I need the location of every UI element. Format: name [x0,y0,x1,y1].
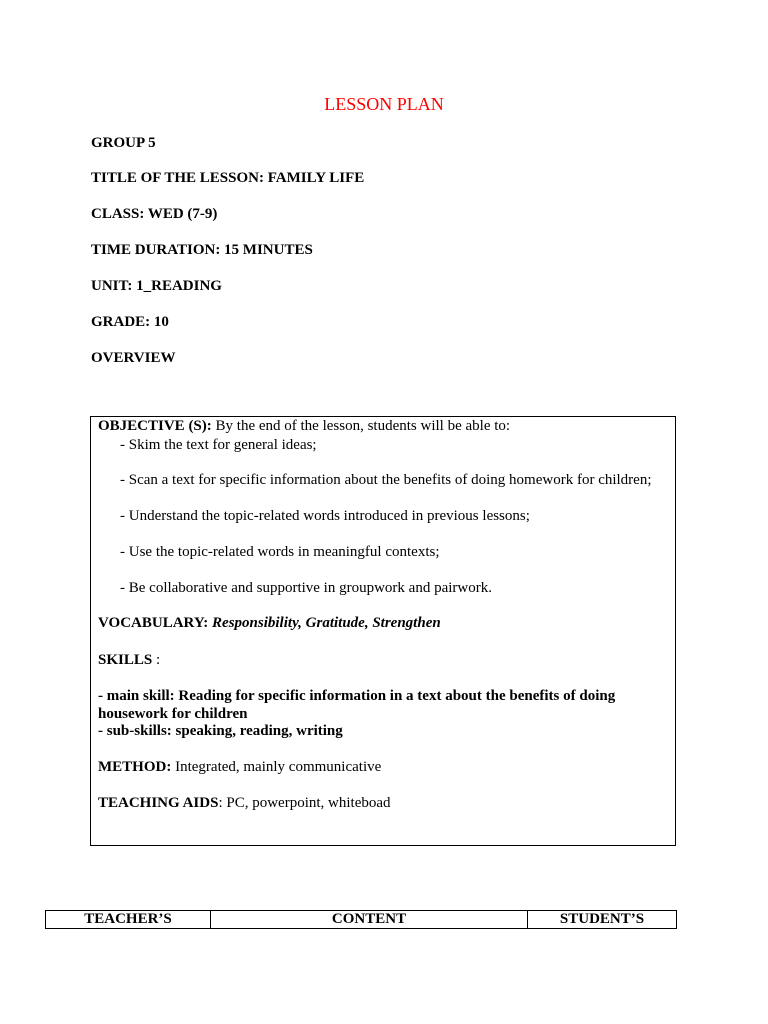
objective-item: - Use the topic-related words in meaningful contexts; [120,544,440,560]
main-skill-line: - main skill: Reading for specific information in a text about the benefits of doing [98,688,616,704]
method-text: Integrated, mainly communicative [171,759,382,775]
unit-label: UNIT: 1_READING [91,278,222,294]
page-title: LESSON PLAN [324,94,444,114]
skills-suffix: : [152,652,161,668]
vocabulary-text: Responsibility, Gratitude, Strengthen [212,615,441,631]
lesson-title: TITLE OF THE LESSON: FAMILY LIFE [91,170,365,186]
objective-label: OBJECTIVE (S): [98,418,212,434]
objective-item: - Scan a text for specific information about the benefits of doing homework for children; [120,472,652,488]
overview-heading: OVERVIEW [91,350,176,366]
objective-item: - Understand the topic-related words introduced in previous lessons; [120,508,530,524]
teaching-aids-text: : PC, powerpoint, whiteboad [218,795,391,811]
grade-label: GRADE: 10 [91,314,169,330]
objective-item: - Skim the text for general ideas; [120,437,317,453]
header-cell-content: CONTENT [211,911,528,928]
vocabulary-line [98,614,441,632]
procedure-table-header [45,910,677,929]
objective-text: By the end of the lesson, students will be able to: [211,418,511,434]
method-line [98,758,381,776]
objective-item: - Be collaborative and supportive in groupwork and pairwork. [120,580,492,596]
skills-line [98,651,160,669]
overview-box [90,416,676,846]
teaching-aids-line [98,794,391,812]
header-cell-student: STUDENT’S [559,911,645,927]
main-skill-line: housework for children [98,706,248,722]
teaching-aids-label: TEACHING AIDS [98,795,219,811]
time-duration: TIME DURATION: 15 MINUTES [91,242,313,258]
objective-line [98,417,510,435]
group-label: GROUP 5 [91,135,156,151]
vocabulary-label: VOCABULARY: [98,615,209,631]
header-cell-teacher: TEACHER’S [46,911,211,928]
class-label: CLASS: WED (7-9) [91,206,218,222]
sub-skills-line: - sub-skills: speaking, reading, writing [98,723,343,739]
skills-label: SKILLS [98,652,153,668]
method-label: METHOD: [98,759,172,775]
